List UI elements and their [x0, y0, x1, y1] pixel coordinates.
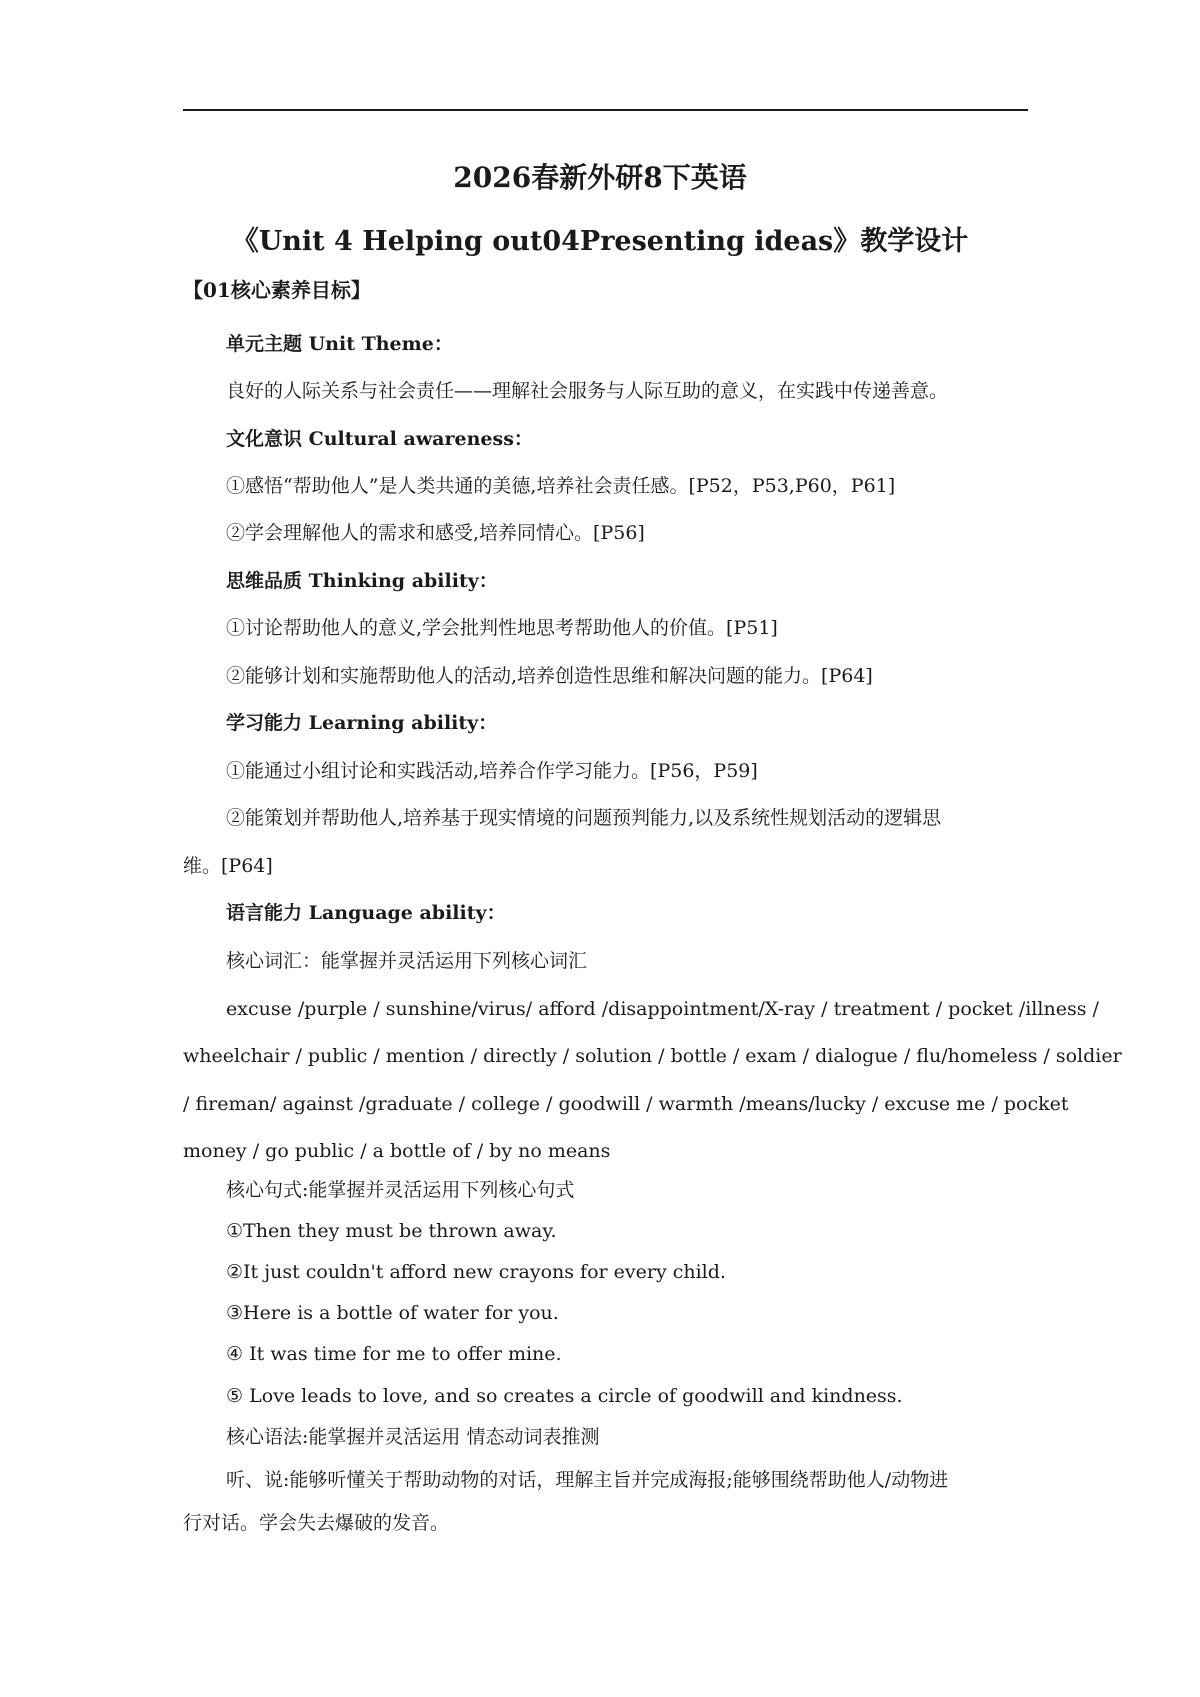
grammar-line: 核心语法:能掌握并灵活运用 情态动词表推测: [226, 1426, 600, 1448]
sentence-intro: 核心句式:能掌握并灵活运用下列核心句式: [226, 1179, 575, 1201]
unit-theme-label: 单元主题 Unit Theme：: [226, 333, 453, 355]
sentence-item: ②It just couldn't afford new crayons for every child.: [226, 1261, 726, 1283]
section-heading: 【01核心素养目标】: [183, 278, 371, 302]
header-rule: [183, 109, 1028, 111]
learning-item-1: ①能通过小组讨论和实践活动,培养合作学习能力。[P56，P59]: [226, 760, 758, 782]
listening-speaking-line-continued: 行对话。学会失去爆破的发音。: [183, 1512, 450, 1534]
vocabulary-line: wheelchair / public / mention / directly / solution / bottle / exam / dialogue / flu/homeless / soldier: [183, 1045, 1122, 1067]
thinking-ability-label: 思维品质 Thinking ability：: [226, 570, 498, 592]
learning-item-2-continued: 维。[P64]: [183, 855, 273, 877]
language-ability-label: 语言能力 Language ability：: [226, 902, 506, 924]
thinking-item-2: ②能够计划和实施帮助他人的活动,培养创造性思维和解决问题的能力。[P64]: [226, 665, 873, 687]
vocabulary-intro: 核心词汇：能掌握并灵活运用下列核心词汇: [226, 950, 588, 972]
vocabulary-line: excuse /purple / sunshine/virus/ afford /disappointment/X-ray / treatment / pocket /illness /: [226, 998, 1099, 1020]
vocabulary-line: money / go public / a bottle of / by no means: [183, 1140, 611, 1162]
sentence-item: ③Here is a bottle of water for you.: [226, 1302, 559, 1324]
sentence-item: ④ It was time for me to offer mine.: [226, 1343, 562, 1365]
vocabulary-line: / fireman/ against /graduate / college / goodwill / warmth /means/lucky / excuse me / pocket: [183, 1093, 1069, 1115]
unit-theme-text: 良好的人际关系与社会责任——理解社会服务与人际互助的意义，在实践中传递善意。: [226, 380, 949, 402]
document-title: 2026春新外研8下英语: [453, 161, 747, 194]
cultural-item-1: ①感悟“帮助他人”是人类共通的美德,培养社会责任感。[P52，P53,P60，P61]: [226, 475, 896, 497]
learning-ability-label: 学习能力 Learning ability：: [226, 712, 498, 734]
learning-item-2: ②能策划并帮助他人,培养基于现实情境的问题预判能力,以及系统性规划活动的逻辑思: [226, 807, 942, 829]
thinking-item-1: ①讨论帮助他人的意义,学会批判性地思考帮助他人的价值。[P51]: [226, 617, 778, 639]
sentence-item: ⑤ Love leads to love, and so creates a circle of goodwill and kindness.: [226, 1385, 903, 1407]
cultural-item-2: ②学会理解他人的需求和感受,培养同情心。[P56]: [226, 522, 645, 544]
sentence-item: ①Then they must be thrown away.: [226, 1220, 557, 1242]
cultural-awareness-label: 文化意识 Cultural awareness：: [226, 428, 533, 450]
listening-speaking-line: 听、说:能够听懂关于帮助动物的对话，理解主旨并完成海报;能够围绕帮助他人/动物进: [226, 1469, 949, 1491]
document-subtitle: 《Unit 4 Helping out04Presenting ideas》教学设计: [231, 226, 969, 257]
